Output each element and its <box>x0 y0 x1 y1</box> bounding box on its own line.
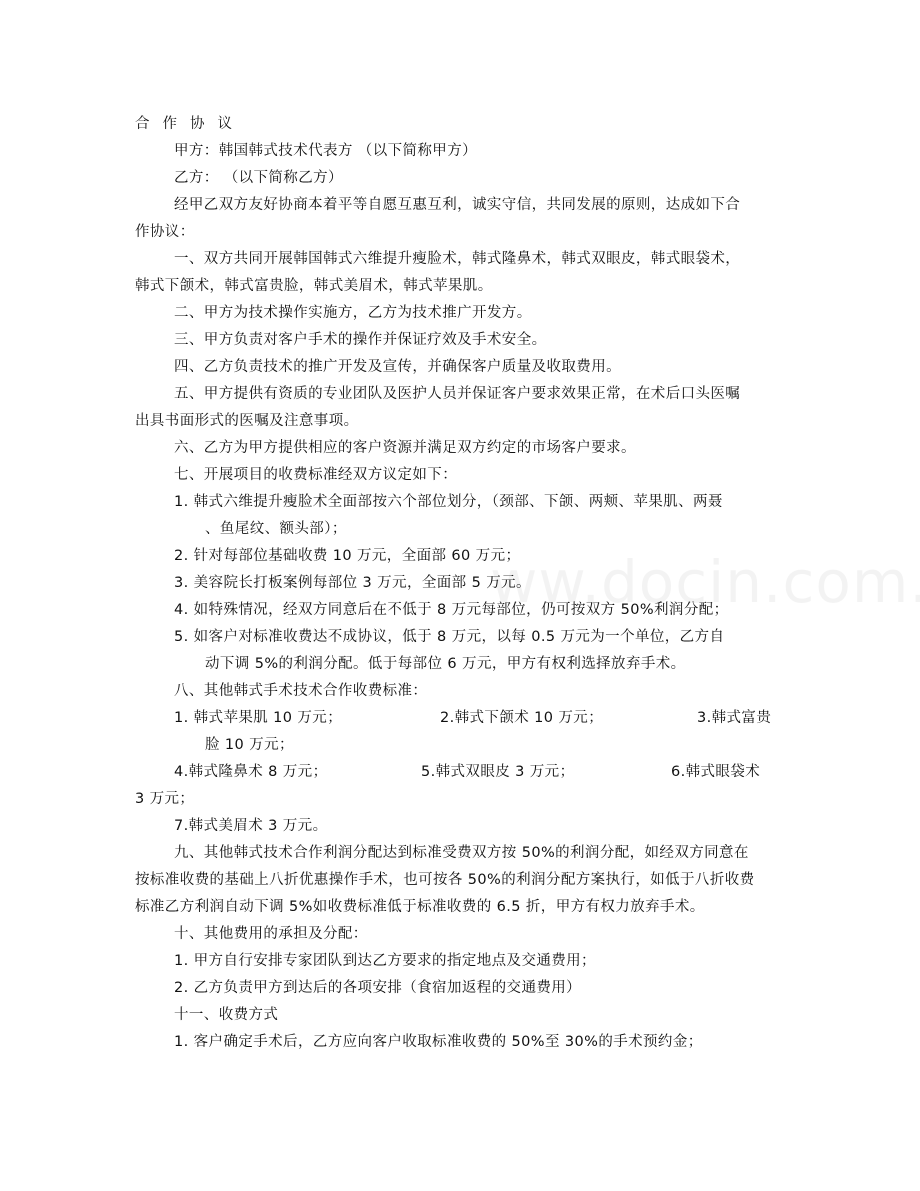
clause-8-item-3: 3.韩式富贵 <box>697 710 772 726</box>
clause-2: 二、甲方为技术操作实施方，乙方为技术推广开发方。 <box>174 305 532 321</box>
clause-8-item-4: 4.韩式隆鼻术 8 万元； <box>174 764 328 780</box>
clause-9-line-3: 标准乙方利润自动下调 5%如收费标准低于标准收费的 6.5 折，甲方有权力放弃手术。 <box>135 899 705 915</box>
preamble-line-1: 经甲乙双方友好协商本着平等自愿互惠互利，诚实守信，共同发展的原则，达成如下合 <box>174 197 741 213</box>
clause-11-heading: 十一、收费方式 <box>174 1007 279 1023</box>
clause-7-item-5-line-1: 5. 如客户对标准收费达不成协议，低于 8 万元，以每 0.5 万元为一个单位，乙方自 <box>174 629 725 645</box>
clause-1-line-2: 韩式下颌术，韩式富贵脸，韩式美眉术，韩式苹果肌。 <box>135 278 493 294</box>
party-a-line: 甲方：韩国韩式技术代表方 （以下简称甲方） <box>174 143 478 159</box>
clause-8-item-1: 1. 韩式苹果肌 10 万元； <box>174 710 343 726</box>
preamble-line-2: 作协议： <box>135 224 195 240</box>
clause-7-item-2: 2. 针对每部位基础收费 10 万元，全面部 60 万元； <box>174 548 521 564</box>
clause-5-line-1: 五、甲方提供有资质的专业团队及医护人员并保证客户要求效果正常，在术后口头医嘱 <box>174 386 741 402</box>
clause-8-item-7: 7.韩式美眉术 3 万元。 <box>174 818 328 834</box>
clause-10-heading: 十、其他费用的承担及分配： <box>174 926 368 942</box>
clause-10-item-1: 1. 甲方自行安排专家团队到达乙方要求的指定地点及交通费用； <box>174 953 596 969</box>
clause-1-line-1: 一、双方共同开展韩国韩式六维提升瘦脸术，韩式隆鼻术，韩式双眼皮，韩式眼袋术， <box>174 251 741 267</box>
clause-5-line-2: 出具书面形式的医嘱及注意事项。 <box>135 413 359 429</box>
clause-8-heading: 八、其他韩式手术技术合作收费标准： <box>174 683 428 699</box>
document-title: 合作协议 <box>135 116 245 132</box>
clause-8-item-5: 5.韩式双眼皮 3 万元； <box>421 764 575 780</box>
clause-6: 六、乙方为甲方提供相应的客户资源并满足双方约定的市场客户要求。 <box>174 440 636 456</box>
clause-9-line-1: 九、其他韩式技术合作利润分配达到标准受费双方按 50%的利润分配，如经双方同意在 <box>174 845 749 861</box>
clause-7-item-5-line-2: 动下调 5%的利润分配。低于每部位 6 万元，甲方有权利选择放弃手术。 <box>205 656 686 672</box>
clause-10-item-2: 2. 乙方负责甲方到达后的各项安排（食宿加返程的交通费用） <box>174 980 582 996</box>
clause-8-item-6-cont: 3 万元； <box>135 791 195 807</box>
clause-11-item-1: 1. 客户确定手术后，乙方应向客户收取标准收费的 50%至 30%的手术预约金； <box>174 1034 703 1050</box>
clause-7-item-1-line-2: 、鱼尾纹、额头部）； <box>205 521 347 537</box>
clause-7-item-1-line-1: 1. 韩式六维提升瘦脸术全面部按六个部位划分，（颈部、下颌、两颊、苹果肌、两聂 <box>174 494 723 510</box>
clause-7-item-3: 3. 美容院长打板案例每部位 3 万元，全面部 5 万元。 <box>174 575 531 591</box>
clause-8-item-3-cont: 脸 10 万元； <box>205 737 294 753</box>
clause-7-heading: 七、开展项目的收费标准经双方议定如下： <box>174 467 458 483</box>
party-b-line: 乙方： （以下简称乙方） <box>174 170 343 186</box>
clause-8-item-6: 6.韩式眼袋术 <box>671 764 761 780</box>
clause-4: 四、乙方负责技术的推广开发及宣传，并确保客户质量及收取费用。 <box>174 359 621 375</box>
clause-7-item-4: 4. 如特殊情况，经双方同意后在不低于 8 万元每部位，仍可按双方 50%利润分配； <box>174 602 729 618</box>
clause-3: 三、甲方负责对客户手术的操作并保证疗效及手术安全。 <box>174 332 547 348</box>
clause-9-line-2: 按标准收费的基础上八折优惠操作手术，也可按各 50%的利润分配方案执行，如低于八折收费 <box>135 872 755 888</box>
clause-8-item-2: 2.韩式下颌术 10 万元； <box>440 710 604 726</box>
